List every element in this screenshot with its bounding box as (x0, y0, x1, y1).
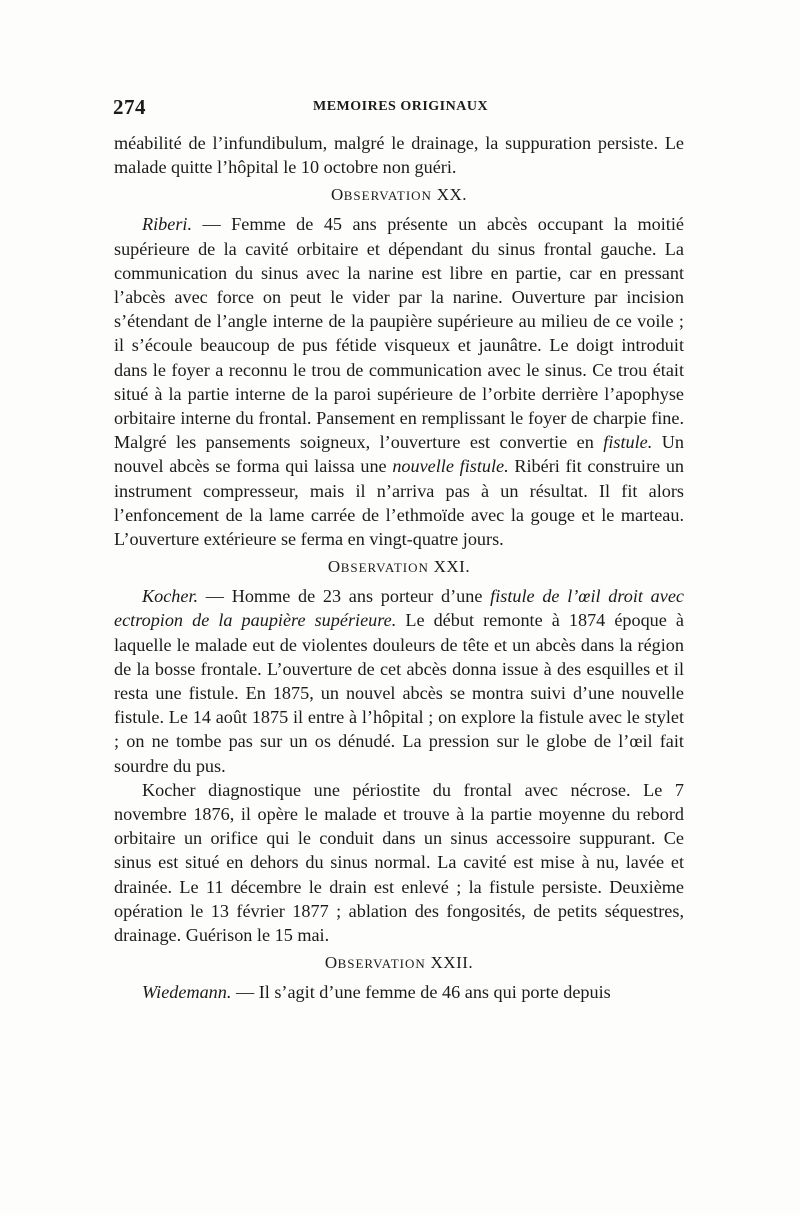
heading-word: BSERVATION (337, 956, 426, 972)
italic-text: fistule. (603, 432, 653, 453)
italic-text: nouvelle fistule. (392, 456, 509, 477)
page-number: 274 (113, 95, 146, 119)
observation-xxi-heading (114, 551, 684, 584)
running-head: MEMOIRES ORIGINAUX (313, 99, 489, 114)
heading-first-letter: O (327, 557, 341, 577)
page-header (113, 95, 683, 125)
author-name: Wiedemann. (142, 982, 232, 1003)
heading-number: XX. (431, 185, 468, 205)
continuation-paragraph (114, 131, 684, 179)
paragraph-text: Kocher diagnostique une périostite du frontal avec nécrose. Le 7 novembre 1876, il opère le malade et trouve à la partie moyenne du rebord orbitaire un orifice qui le conduit dans un sinus accessoire suppurant. Ce sinus est situé en dehors du sinus normal. La cavité est mise à nu, lavée et drainée. Le 11 décembre le drain est enlevé ; la fistule persiste. Deuxième opération le 13 février 1877 ; ablation des fongosités, de petits séquestres, drainage. Guérison le 15 mai. (114, 779, 684, 946)
paragraph-text: — Homme de 23 ans porteur d’une (198, 586, 491, 607)
paragraph-text: — Femme de 45 ans présente un abcès occupant la moitié supérieure de la cavité orbitaire et dépendant du sinus frontal gauche. La communication du sinus avec la narine est libre en partie, car en pressant l’abcès avec force on peut le vider par la narine. Ouverture par incision s’étendant de l’angle interne de la paupière supérieure au milieu de ce voile ; il s’écoule beaucoup de pus fétide visqueux et jaunâtre. Le doigt introduit dans le foyer a reconnu le trou de communication avec le sinus. Ce trou était situé à la partie interne de la paroi supérieure de l’orbite derrière l’apophyse orbitaire interne du frontal. Pansement en remplissant le foyer de charpie fine. Malgré les pansements soigneux, l’ouverture est convertie en (114, 214, 684, 453)
observation-xx-heading (114, 179, 684, 212)
observation-xxi-paragraph (114, 584, 684, 778)
heading-word: BSERVATION (343, 188, 432, 204)
observation-xxii-heading (114, 947, 684, 980)
paragraph-text: méabilité de l’infundibulum, malgré le drainage, la suppuration persiste. Le malade quitte l’hôpital le 10 octobre non guéri. (114, 133, 684, 178)
paragraph-text: Ribéri fit construire un instrument compresseur, mais il n’arriva pas à un résultat. Il fit alors l’enfoncement de la lame carrée de l’ethmoïde avec la gouge et le marteau. L’ouverture extérieure se ferma en vingt-quatre jours. (114, 456, 685, 550)
heading-word: BSERVATION (340, 560, 429, 576)
heading-number: XXI. (428, 557, 471, 577)
observation-xxi-paragraph-2 (114, 778, 684, 947)
italic-text: fistule de l’œil droit avec ectropion de la paupière supérieure. (114, 586, 684, 631)
heading-first-letter: O (330, 185, 344, 205)
observation-xxii-paragraph (114, 980, 684, 1004)
author-name: Kocher. (142, 586, 199, 607)
paragraph-text: Le début remonte à 1874 époque à laquelle le malade eut de violentes douleurs de tête et un abcès dans la région de la bosse frontale. L’ouverture de cet abcès donna issue à des esquilles et il resta une fistule. En 1875, un nouvel abcès se montra suivi d’une nouvelle fistule. Le 14 août 1875 il entre à l’hôpital ; on explore la fistule avec le stylet ; on ne tombe pas sur un os dénudé. La pression sur le globe de l’œil fait sourdre du pus. (114, 610, 684, 776)
observation-xx-paragraph (114, 212, 684, 551)
paragraph-text: Un nouvel abcès se forma qui laissa une (114, 432, 684, 477)
heading-first-letter: O (324, 953, 338, 973)
heading-number: XXII. (425, 953, 474, 973)
author-name: Riberi. (142, 214, 193, 235)
body-text (114, 131, 684, 1005)
paragraph-text: — Il s’agit d’une femme de 46 ans qui porte depuis (231, 982, 611, 1003)
